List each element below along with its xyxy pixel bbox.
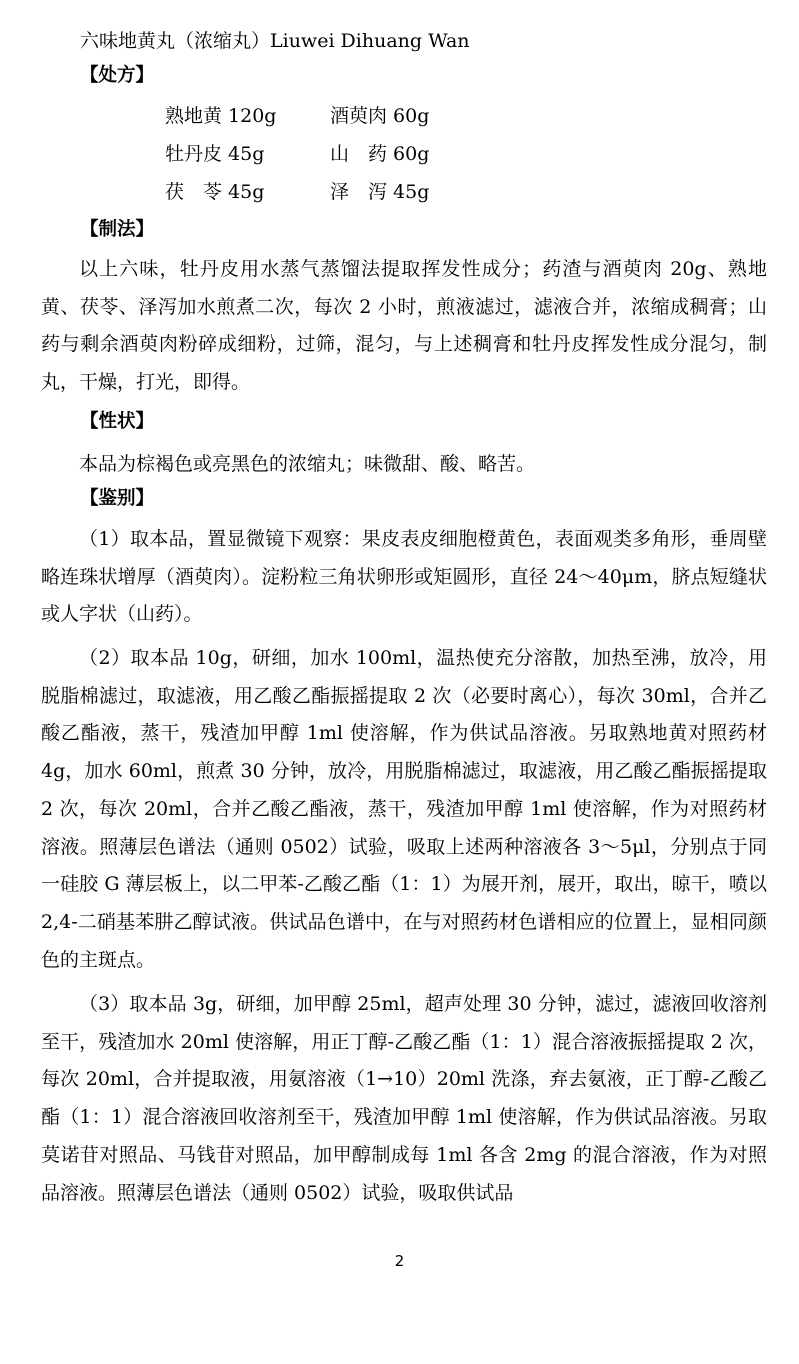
prescription-ingredient: 泽 泻 45g xyxy=(330,181,430,203)
prescription-ingredient: 山 药 60g xyxy=(330,143,430,165)
prescription-ingredient: 酒萸肉 60g xyxy=(330,105,430,127)
character-paragraph: 本品为棕褐色或亮黑色的浓缩丸；味微甜、酸、略苦。 xyxy=(79,453,536,475)
prescription-heading: 【处方】 xyxy=(80,65,155,86)
page-number: 2 xyxy=(394,1252,405,1270)
prescription-ingredient: 熟地黄 120g xyxy=(165,105,277,127)
prescription-ingredient: 牡丹皮 45g xyxy=(165,143,265,165)
identification-item: （2）取本品 10g，研细，加水 100ml，温热使充分溶散，加热至沸，放冷，用脱脂棉滤过，取滤液，用乙酸乙酯振摇提取 2 次（必要时离心），每次 30ml，合并乙酸乙酯液，蒸干，残渣加甲醇 1ml 使溶解，作为供试品溶液。另取熟地黄对照药材 4g，加水 60ml，煎煮 30 分钟，放冷，用脱脂棉滤过，取滤液，用乙酸乙酯振摇提取 2 次，每次 20ml，合并乙酸乙酯液，蒸干，残渣加甲醇 1ml 使溶解，作为对照药材溶液。照薄层色谱法（通则 0502）试验，吸取上述两种溶液各 3～5μl，分别点于同一硅胶 G 薄层板上，以二甲苯-乙酸乙酯（1：1）为展开剂，展开，取出，晾干，喷以 2,4-二硝基苯肼乙醇试液。供试品色谱中，在与对照药材色谱相应的位置上，显相同颜色的主斑点。 xyxy=(41,647,767,971)
identification-heading: 【鉴别】 xyxy=(80,488,155,509)
document-title: 六味地黄丸（浓缩丸）Liuwei Dihuang Wan xyxy=(80,30,470,52)
identification-item: （1）取本品，置显微镜下观察：果皮表皮细胞橙黄色，表面观类多角形，垂周壁略连珠状增厚（酒萸肉）。淀粉粒三角状卵形或矩圆形，直径 24～40μm，脐点短缝状或人字状（山药）。 xyxy=(41,528,767,626)
prescription-ingredient: 茯 苓 45g xyxy=(165,181,265,203)
method-heading: 【制法】 xyxy=(80,219,155,240)
identification-item: （3）取本品 3g，研细，加甲醇 25ml，超声处理 30 分钟，滤过，滤液回收溶剂至干，残渣加水 20ml 使溶解，用正丁醇-乙酸乙酯（1：1）混合溶液振摇提取 2 次，每次 20ml，合并提取液，用氨溶液（1→10）20ml 洗涤，弃去氨液，正丁醇-乙酸乙酯（1：1）混合溶液回收溶剂至干，残渣加甲醇 1ml 使溶解，作为供试品溶液。另取莫诺苷对照品、马钱苷对照品，加甲醇制成每 1ml 各含 2mg 的混合溶液，作为对照品溶液。照薄层色谱法（通则 0502）试验，吸取供试品 xyxy=(41,993,767,1204)
character-heading: 【性状】 xyxy=(80,411,155,432)
method-paragraph: 以上六味，牡丹皮用水蒸气蒸馏法提取挥发性成分；药渣与酒萸肉 20g、熟地黄、茯苓、泽泻加水煎煮二次，每次 2 小时，煎液滤过，滤液合并，浓缩成稠膏；山药与剩余酒萸肉粉碎成细粉，过筛，混匀，与上述稠膏和牡丹皮挥发性成分混匀，制丸，干燥，打光，即得。 xyxy=(41,258,767,394)
